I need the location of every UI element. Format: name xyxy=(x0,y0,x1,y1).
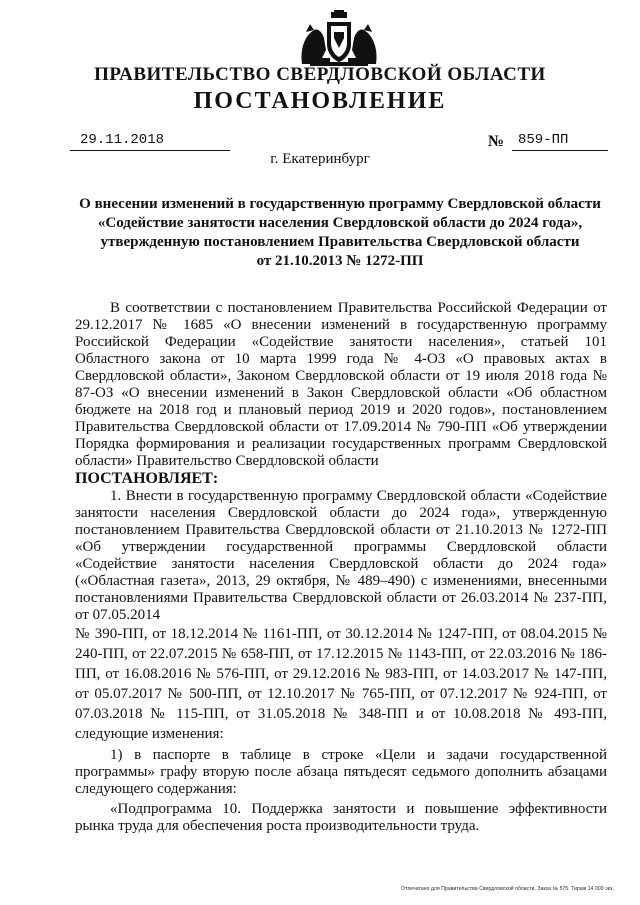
subject-line: О внесении изменений в государственную программу Свердловской области xyxy=(79,196,601,212)
subject-line: «Содействие занятости населения Свердловской области до 2024 года», xyxy=(97,215,583,231)
coat-of-arms-icon xyxy=(296,10,382,68)
city-line: г. Екатеринбург xyxy=(270,151,370,167)
document-number: 859-ПП xyxy=(512,132,608,151)
document-type-title: ПОСТАНОВЛЕНИЕ xyxy=(193,88,447,114)
decree-word: ПОСТАНОВЛЯЕТ: xyxy=(75,470,219,487)
subject-line: от 21.10.2013 № 1272-ПП xyxy=(256,253,424,269)
print-footer-note: Отпечатано для Правительства Свердловской области. Заказ № 575. Тираж 14 000 экз. xyxy=(401,886,614,892)
document-body xyxy=(75,300,607,835)
subject-line: утвержденную постановлением Правительства Свердловской области xyxy=(100,234,580,250)
number-sign: № xyxy=(488,133,505,150)
preamble-paragraph: В соответствии с постановлением Правительства Российской Федерации от 29.12.2017 № 1685 «О внесении изменений в государственную программу Российской Федерации «Содействие занятости населения», статьей 101 Областного закона от 10 марта 1999 года № 4-ОЗ «О правовых актах в Свердловской области», Законом Свердловской области от 19 июля 2018 года № 87-ОЗ «О внесении изменений в Закон Свердловской области «Об областном бюджете на 2018 год и плановый период 2019 и 2020 годов», постановлением Правительства Свердловской области от 17.09.2014 № 790-ПП «Об утверждении Порядка формирования и реализации государственных программ Свердловской области» Правительство Свердловской области xyxy=(75,300,607,469)
quoted-paragraph: «Подпрограмма 10. Поддержка занятости и повышение эффективности рынка труда для обеспечения роста производительности труда. xyxy=(75,801,607,834)
government-title: ПРАВИТЕЛЬСТВО СВЕРДЛОВСКОЙ ОБЛАСТИ xyxy=(94,64,546,85)
item-1-paragraph: 1. Внести в государственную программу Свердловской области «Содействие занятости населения Свердловской области до 2024 года», утвержденную постановлением Правительства Свердловской области от 21.10.2013 № 1272-ПП «Об утверждении государственной программы Свердловской области «Содействие занятости населения Свердловской области до 2024 года» («Областная газета», 2013, 29 октября, № 489–490) с изменениями, внесенными постановлениями Правительства Свердловской области от 26.03.2014 № 237-ПП, от 07.05.2014 xyxy=(75,488,607,623)
document-subject xyxy=(70,195,610,271)
item-1-continuation: № 390-ПП, от 18.12.2014 № 1161-ПП, от 30.12.2014 № 1247-ПП, от 08.04.2015 № 240-ПП, от 22.07.2015 № 658-ПП, от 17.12.2015 № 1143-ПП, от 22.03.2016 № 186-ПП, от 16.08.2016 № 576-ПП, от 29.12.2016 № 983-ПП, от 14.03.2017 № 147-ПП, от 05.07.2017 № 500-ПП, от 12.10.2017 № 765-ПП, от 07.12.2017 № 924-ПП, от 07.03.2018 № 115-ПП, от 31.05.2018 № 348-ПП и от 10.08.2018 № 493-ПП, следующие изменения: xyxy=(75,626,607,742)
subitem-1-paragraph: 1) в паспорте в таблице в строке «Цели и задачи государственной программы» графу вторую после абзаца пятьдесят седьмого дополнить абзацами следующего содержания: xyxy=(75,747,607,797)
document-date: 29.11.2018 xyxy=(70,132,230,151)
